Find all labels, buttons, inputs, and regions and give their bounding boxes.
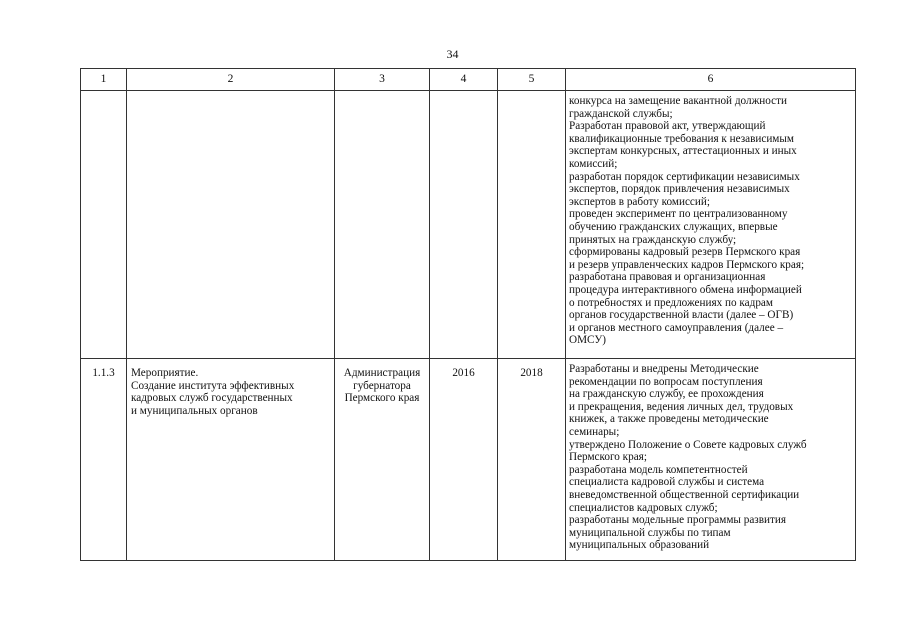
start-year: 2016: [430, 359, 498, 561]
column-header: 4: [430, 69, 498, 91]
column-header: 2: [127, 69, 335, 91]
executor: Администрация губернатора Пермского края: [335, 359, 430, 561]
column-header: 6: [566, 69, 856, 91]
page-number: 34: [446, 47, 459, 61]
table-row: [81, 91, 856, 359]
column-header: 5: [498, 69, 566, 91]
table-row: [81, 359, 856, 561]
end-year: [498, 91, 566, 359]
expected-result: конкурса на замещение вакантной должности гражданской службы; Разработан правовой акт, утверждающий квалификационные требования к независимым экспертам конкурсных, аттестационных и иных комиссий; разработан порядок сертификации независимых экспертов, порядок привлечения независимых экспертов в работу комиссий; проведен эксперимент по централизованному обучению гражданских служащих, впервые принятых на гражданскую службу; сформированы кадровый резерв Пермского края и резерв управленческих кадров Пермского края; разработана правовая и организационная процедура интерактивного обмена информацией о потребностях и предложениях по кадрам органов государственной власти (далее – ОГВ) и органов местного самоуправления (далее – ОМСУ): [566, 91, 856, 359]
table-header-row: [81, 69, 856, 91]
column-header: 1: [81, 69, 127, 91]
row-number: 1.1.3: [81, 359, 127, 561]
start-year: [430, 91, 498, 359]
event-description: Мероприятие. Создание института эффективных кадровых служб государственных и муниципальных органов: [127, 359, 335, 561]
row-number: [81, 91, 127, 359]
program-table: [80, 68, 856, 561]
event-description: [127, 91, 335, 359]
column-header: 3: [335, 69, 430, 91]
end-year: 2018: [498, 359, 566, 561]
executor: [335, 91, 430, 359]
expected-result: Разработаны и внедрены Методические рекомендации по вопросам поступления на гражданскую службу, ее прохождения и прекращения, ведения личных дел, трудовых книжек, а также проведены методические семинары; утверждено Положение о Совете кадровых служб Пермского края; разработана модель компетентностей специалиста кадровой службы и система вневедомственной общественной сертификации специалистов кадровых служб; разработаны модельные программы развития муниципальной службы по типам муниципальных образований: [566, 359, 856, 561]
